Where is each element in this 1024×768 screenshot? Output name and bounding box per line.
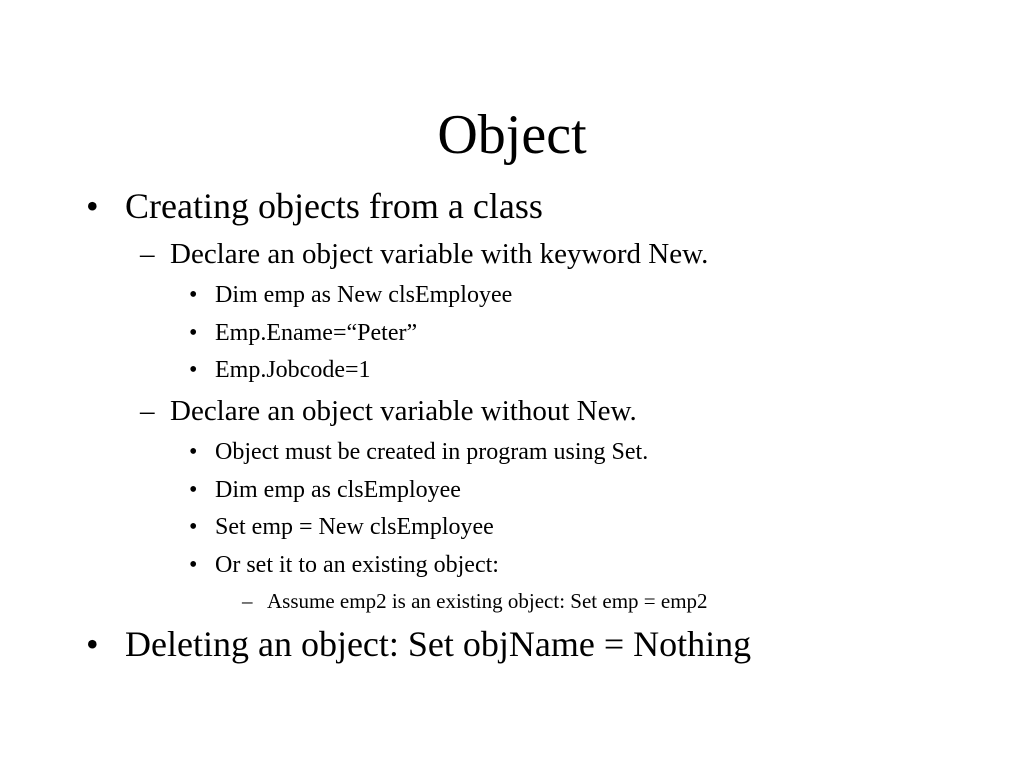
bullet-text: Dim emp as New clsEmployee bbox=[215, 282, 513, 308]
dash-marker: – bbox=[242, 589, 253, 613]
bullet-text: Deleting an object: Set objName = Nothing bbox=[125, 624, 752, 664]
bullet-marker: • bbox=[86, 624, 99, 664]
bullet-text: Declare an object variable without New. bbox=[170, 395, 637, 427]
bullet-text: Set emp = New clsEmployee bbox=[215, 514, 494, 540]
bullet-text: Or set it to an existing object: bbox=[215, 552, 499, 578]
slide-title: Object bbox=[437, 104, 587, 166]
bullet-text: Emp.Jobcode=1 bbox=[215, 357, 371, 383]
bullet-marker: • bbox=[189, 477, 198, 503]
bullet-text: Emp.Ename=“Peter” bbox=[215, 320, 418, 346]
dash-marker: – bbox=[140, 238, 155, 270]
dash-marker: – bbox=[140, 395, 155, 427]
bullet-marker: • bbox=[189, 357, 198, 383]
bullet-marker: • bbox=[189, 320, 198, 346]
bullet-text: Assume emp2 is an existing object: Set emp = emp2 bbox=[267, 589, 708, 613]
bullet-marker: • bbox=[189, 439, 198, 465]
bullet-marker: • bbox=[189, 282, 198, 308]
bullet-text: Declare an object variable with keyword New. bbox=[170, 238, 709, 270]
bullet-text: Dim emp as clsEmployee bbox=[215, 477, 461, 503]
bullet-text: Creating objects from a class bbox=[125, 186, 543, 226]
bullet-marker: • bbox=[86, 186, 99, 226]
bullet-marker: • bbox=[189, 552, 198, 578]
bullet-text: Object must be created in program using Set. bbox=[215, 439, 649, 465]
bullet-marker: • bbox=[189, 514, 198, 540]
